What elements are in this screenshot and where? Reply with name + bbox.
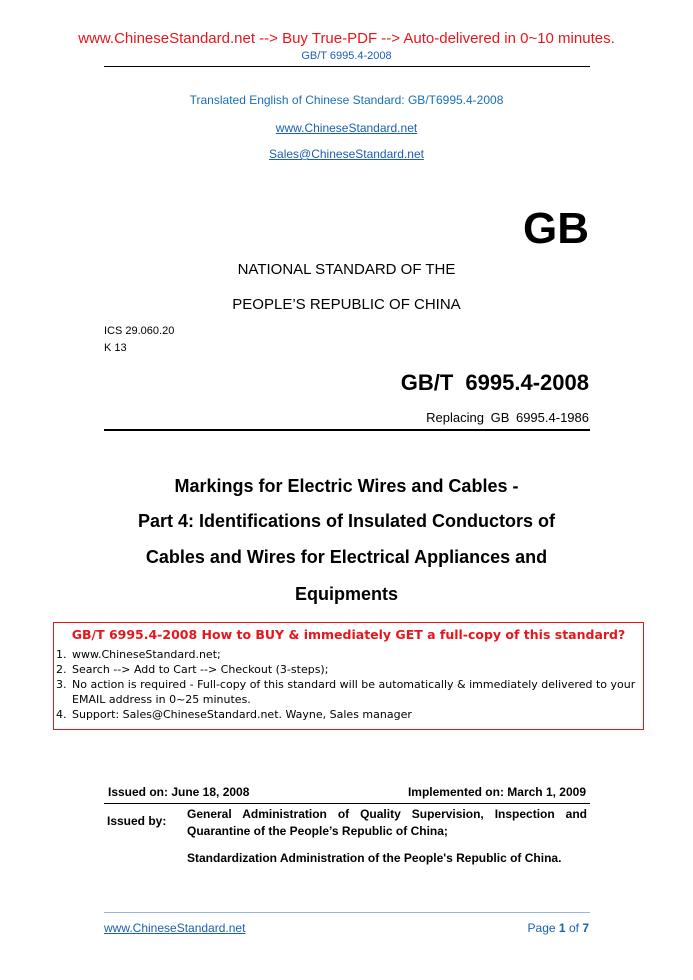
sales-email-link[interactable]: Sales@ChineseStandard.net <box>269 147 424 161</box>
buy-step-number: 1. <box>56 648 67 661</box>
site-link[interactable]: www.ChineseStandard.net <box>275 121 418 135</box>
footer-link-row <box>104 921 245 935</box>
footer-site-link[interactable]: www.ChineseStandard.net <box>104 921 246 935</box>
buy-step <box>56 677 639 707</box>
buy-step-text: www.ChineseStandard.net; <box>72 648 221 661</box>
standard-number: GB/T 6995.4-2008 <box>400 370 589 395</box>
sales-link-row <box>0 145 693 163</box>
title-line2: Part 4: Identifications of Insulated Conductors of <box>137 511 556 531</box>
page-current: 1 <box>558 921 566 935</box>
buy-step-number: 3. <box>56 678 67 691</box>
buy-step-number: 2. <box>56 663 67 676</box>
title-line1: Markings for Electric Wires and Cables - <box>174 476 519 496</box>
implemented-on-date: Implemented on: March 1, 2009 <box>407 785 586 799</box>
k-classification: K 13 <box>104 342 127 354</box>
issuer-block <box>187 806 587 867</box>
buy-step-text: No action is required - Full-copy of this standard will be automatically & immediately delivered to your EMAIL address in 0~25 minutes. <box>72 678 636 706</box>
national-standard-line1: NATIONAL STANDARD OF THE <box>237 261 456 278</box>
header-doc-code: GB/T 6995.4-2008 <box>301 50 392 62</box>
buy-info-box <box>53 622 644 730</box>
site-link-row <box>0 119 693 137</box>
gb-mark: GB <box>523 204 589 253</box>
national-standard-line2: PEOPLE’S REPUBLIC OF CHINA <box>232 296 461 313</box>
page-total: 7 <box>582 921 589 935</box>
buy-step <box>56 662 639 677</box>
buy-step-number: 4. <box>56 708 67 721</box>
buy-step-text: Support: Sales@ChineseStandard.net. Wayne, Sales manager <box>72 708 412 721</box>
ics-code: ICS 29.060.20 <box>104 325 175 337</box>
page-of: of <box>568 921 579 935</box>
footer-divider <box>104 912 590 913</box>
buy-step <box>56 707 639 722</box>
issued-on-date: Issued on: June 18, 2008 <box>108 785 250 799</box>
buy-steps-list <box>56 647 639 722</box>
page-label: Page <box>527 921 556 935</box>
top-banner: www.ChineseStandard.net --> Buy True-PDF --> Auto-delivered in 0~10 minutes. <box>78 30 615 47</box>
translated-note: Translated English of Chinese Standard: GB/T6995.4-2008 <box>189 93 504 107</box>
replacing-note: Replacing GB 6995.4-1986 <box>426 410 589 425</box>
buy-step-text: Search --> Add to Cart --> Checkout (3-steps); <box>72 663 329 676</box>
buy-heading: GB/T 6995.4-2008 How to BUY & immediately GET a full-copy of this standard? <box>71 627 626 642</box>
title-line3: Cables and Wires for Electrical Appliances and <box>145 547 548 567</box>
title-line4: Equipments <box>294 584 398 604</box>
cover-divider <box>104 429 590 431</box>
issue-dates-row <box>104 785 590 804</box>
header-divider <box>104 66 590 67</box>
buy-step <box>56 647 639 662</box>
page-indicator <box>528 921 589 935</box>
issuer-1: General Administration of Quality Supervision, Inspection and Quarantine of the People’s Republic of China; <box>187 807 587 838</box>
issued-by-label: Issued by: <box>107 814 167 828</box>
issuer-2: Standardization Administration of the People's Republic of China. <box>187 851 562 865</box>
